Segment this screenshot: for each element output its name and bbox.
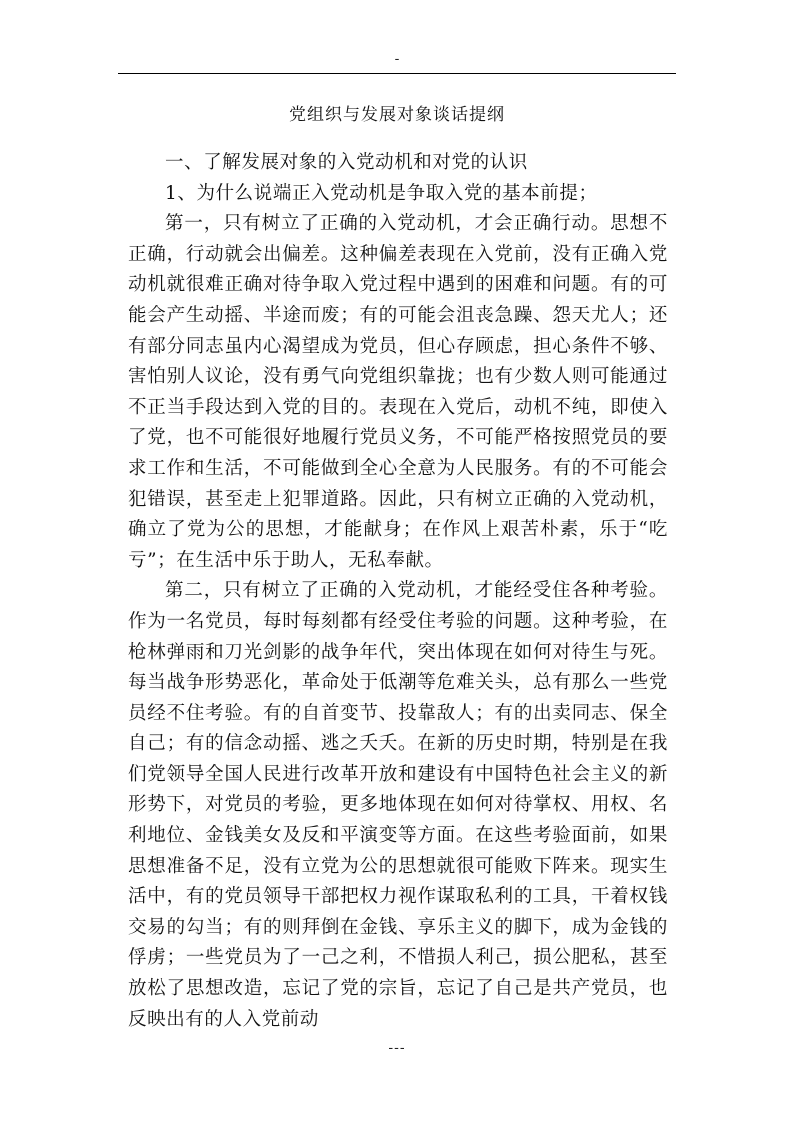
document-body <box>128 148 668 1035</box>
question-1: 1、为什么说端正入党动机是争取入党的基本前提； <box>165 182 598 204</box>
header-mark: - <box>394 51 400 67</box>
footer-mark: --- <box>388 1040 406 1056</box>
header-rule <box>118 73 676 74</box>
section-heading: 一、了解发展对象的入党动机和对党的认识 <box>165 152 528 173</box>
paragraph-1: 第一，只有树立了正确的入党动机，才会正确行动。思想不正确，行动就会出偏差。这种偏差表现在入党前，没有正确入党动机就很难正确对待争取入党过程中遇到的困难和问题。有的可能会产生动摇、半途而废；有的可能会沮丧急躁、怨天尤人；还有部分同志虽内心渴望成为党员，但心存顾虑，担心条件不够、害怕别人议论，没有勇气向党组织靠拢；也有少数人则可能通过不正当手段达到入党的目的。表现在入党后，动机不纯，即使入了党，也不可能很好地履行党员义务，不可能严格按照党员的要求工作和生活，不可能做到全心全意为人民服务。有的不可能会犯错误，甚至走上犯罪道路。因此，只有树立正确的入党动机，确立了党为公的思想，才能献身；在作风上艰苦朴素，乐于“吃亏”；在生活中乐于助人，无私奉献。 <box>128 213 668 571</box>
document-title: 党组织与发展对象谈话提纲 <box>289 105 505 125</box>
paragraph-2: 第二，只有树立了正确的入党动机，才能经受住各种考验。作为一名党员，每时每刻都有经受住考验的问题。这种考验，在枪林弹雨和刀光剑影的战争年代，突出体现在如何对待生与死。每当战争形势恶化，革命处于低潮等危难关头，总有那么一些党员经不住考验。有的自首变节、投靠敌人；有的出卖同志、保全自己；有的信念动摇、逃之夭夭。在新的历史时期，特别是在我们党领导全国人民进行改革开放和建设有中国特色社会主义的新形势下，对党员的考验，更多地体现在如何对待掌权、用权、名利地位、金钱美女及反和平演变等方面。在这些考验面前，如果思想准备不足，没有立党为公的思想就很可能败下阵来。现实生活中，有的党员领导干部把权力视作谋取私利的工具，干着权钱交易的勾当；有的则拜倒在金钱、享乐主义的脚下，成为金钱的俘虏；一些党员为了一己之利，不惜损人利己，损公肥私，甚至放松了思想改造，忘记了党的宗旨，忘记了自己是共产党员，也反映出有的人入党前动 <box>128 580 668 1030</box>
